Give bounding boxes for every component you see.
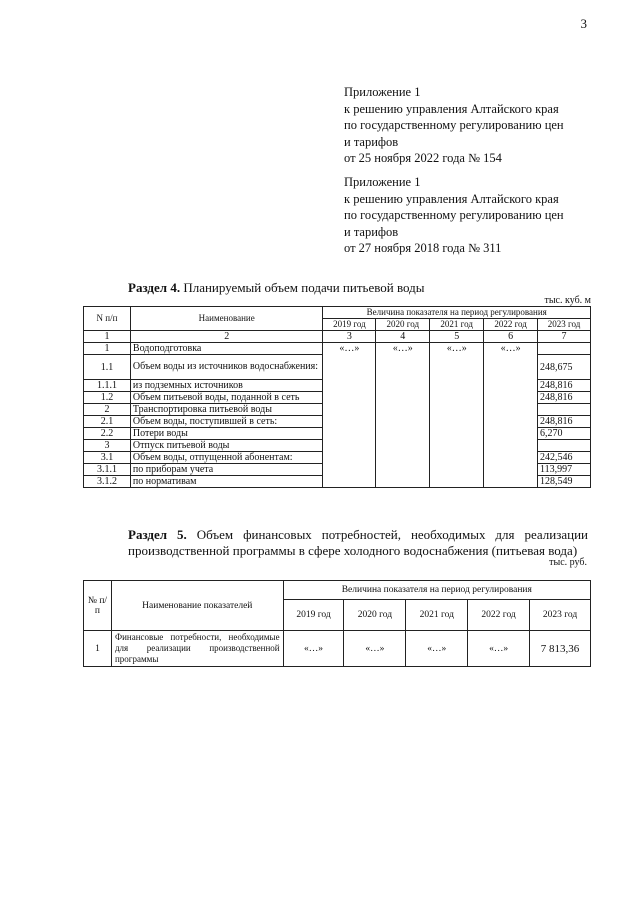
row-num: 1.1 [84,355,131,380]
row-name: Финансовые потребности, необходимые для реализации производственной программы [111,631,283,667]
row-num: 1 [84,631,112,667]
section5-title-bold: Раздел 5. [128,527,187,542]
row-name: Водоподготовка [130,343,323,355]
header-name: Наименование показателей [111,581,283,631]
value-2023: 7 813,36 [530,631,591,667]
value-2020: «…» [344,631,406,667]
value-2023 [538,404,591,416]
header-period: Величина показателя на период регулирования [323,307,591,319]
value-2023: 248,816 [538,380,591,392]
appendix-line: Приложение 1 [344,85,421,99]
appendix-line: по государственному регулированию цен [344,118,564,132]
row-num: 1.2 [84,392,131,404]
header-period: Величина показателя на период регулирования [283,581,590,600]
header-year: 2020 год [344,600,406,631]
section4-title-bold: Раздел 4. [128,280,181,295]
row-num: 1.1.1 [84,380,131,392]
column-index: 4 [376,331,430,343]
value-2023: 248,816 [538,392,591,404]
row-num: 3 [84,440,131,452]
header-year: 2022 год [468,600,530,631]
header-year: 2019 год [323,319,376,331]
appendix-line: от 27 ноября 2018 года № 311 [344,241,502,255]
row-name: Объем воды, поступившей в сеть: [130,416,323,428]
table-row [84,343,591,355]
appendix-line: Приложение 1 [344,175,421,189]
appendix-line: к решению управления Алтайского края [344,191,559,206]
value-2019: «…» [283,631,344,667]
header-year: 2020 год [376,319,430,331]
section4-unit: тыс. куб. м [544,295,591,306]
row-num: 2.2 [84,428,131,440]
row-num: 2.1 [84,416,131,428]
appendix-line: к решению управления Алтайского края [344,101,559,116]
value-2021: «…» [406,631,468,667]
row-name: Потери воды [130,428,323,440]
section5-table [83,580,591,667]
value-2023: 128,549 [538,476,591,488]
value-2022: «…» [484,343,538,488]
row-name: Объем воды, отпущенной абонентам: [130,452,323,464]
row-name: Отпуск питьевой воды [130,440,323,452]
value-2023 [538,343,591,355]
row-name: по приборам учета [130,464,323,476]
row-name: Транспортировка питьевой воды [130,404,323,416]
value-2021: «…» [430,343,484,488]
header-year: 2022 год [484,319,538,331]
value-2019: «…» [323,343,376,488]
section5-unit: тыс. руб. [549,557,587,568]
header-year: 2021 год [406,600,468,631]
row-num: 3.1 [84,452,131,464]
section4-title-text: Планируемый объем подачи питьевой воды [180,280,425,295]
row-name: Объем питьевой воды, поданной в сеть [130,392,323,404]
row-num: 1 [84,343,131,355]
column-index: 7 [538,331,591,343]
appendix-line: по государственному регулированию цен [344,208,564,222]
header-year: 2023 год [530,600,591,631]
header-year: 2021 год [430,319,484,331]
value-2020: «…» [376,343,430,488]
column-index: 2 [130,331,323,343]
appendix-line: от 25 ноября 2022 года № 154 [344,151,502,165]
value-2023: 242,546 [538,452,591,464]
row-name: по нормативам [130,476,323,488]
row-num: 2 [84,404,131,416]
table-row [84,631,591,667]
column-index: 1 [84,331,131,343]
appendix-header-original [344,174,564,257]
header-name: Наименование [130,307,323,331]
row-num: 3.1.1 [84,464,131,476]
value-2023 [538,440,591,452]
section5-title [90,527,588,559]
column-index: 5 [430,331,484,343]
section5-title-text: Объем финансовых потребностей, необходимых для реализации производственной программы в сфере холодного водоснабжения (питьевая вода) [128,527,588,558]
header-year: 2019 год [283,600,344,631]
appendix-header-current [344,84,564,167]
value-2023: 113,997 [538,464,591,476]
section4-table [83,306,591,488]
section4-title [128,280,425,296]
value-2023: 248,675 [538,355,591,380]
row-num: 3.1.2 [84,476,131,488]
header-year: 2023 год [538,319,591,331]
appendix-line: и тарифов [344,224,399,239]
value-2023: 6,270 [538,428,591,440]
row-name: Объем воды из источников водоснабжения: [130,355,323,380]
header-num: N п/п [84,307,131,331]
value-2022: «…» [468,631,530,667]
header-num: № п/п [84,581,112,631]
value-2023: 248,816 [538,416,591,428]
row-name: из подземных источников [130,380,323,392]
appendix-line: и тарифов [344,134,399,149]
column-index: 6 [484,331,538,343]
page-number: 3 [580,16,587,31]
column-index: 3 [323,331,376,343]
